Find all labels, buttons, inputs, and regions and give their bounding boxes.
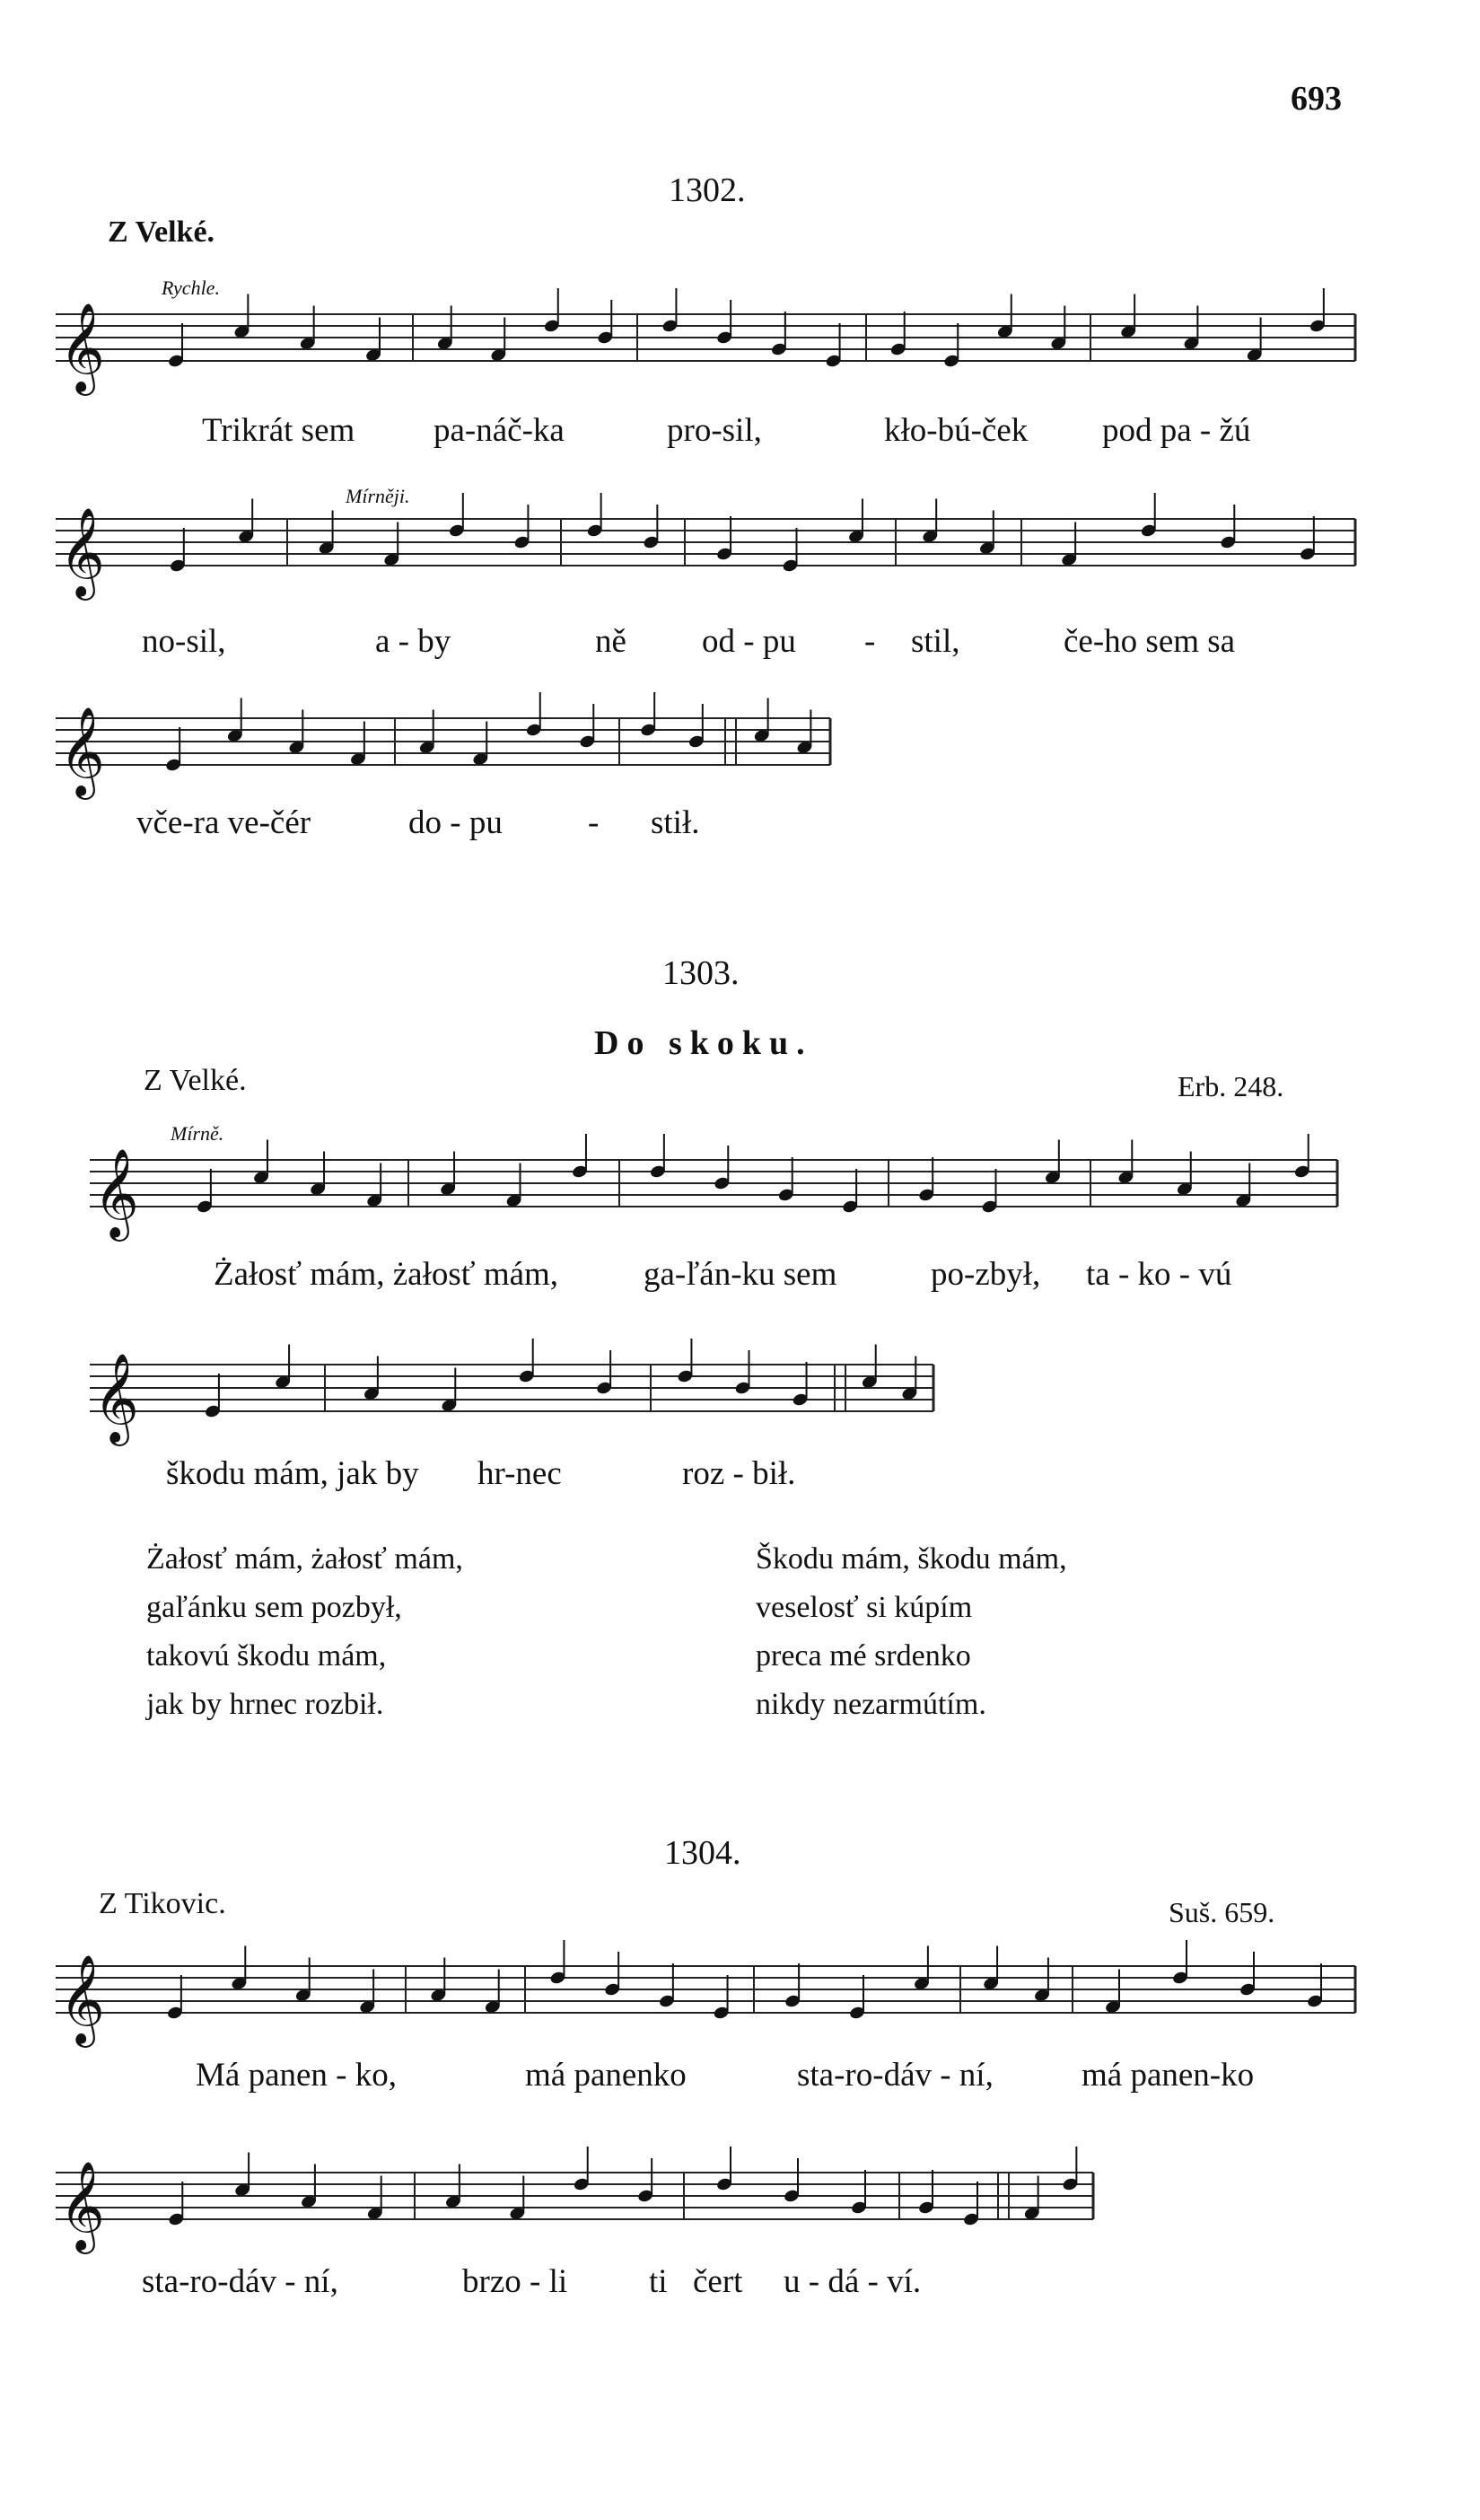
lyric-1302-1-2: pa-náč-ka: [433, 412, 565, 449]
lyric-1304-1-3: sta-ro-dáv - ní,: [797, 2057, 994, 2094]
lyric-1302-2-4: od - pu: [702, 623, 796, 660]
lyric-1302-2-6: stil,: [911, 623, 960, 660]
lyric-1304-2-5: u - dá - ví.: [784, 2263, 922, 2300]
stanza-line: Żałosť mám, żałosť mám,: [146, 1542, 463, 1576]
lyric-1302-1-1: Trikrát sem: [202, 412, 355, 449]
stanza-line: nikdy nezarmútím.: [756, 1688, 986, 1721]
lyric-1302-1-4: kło-bú-ček: [884, 412, 1029, 449]
lyric-1303-1-1: Żałosť mám, żałosť mám,: [214, 1256, 559, 1293]
song-number-1304: 1304.: [664, 1834, 741, 1872]
song-source-1304: Suš. 659.: [1169, 1896, 1275, 1928]
lyric-1303-2-3: roz - bił.: [682, 1455, 796, 1492]
lyric-1304-1-4: má panen-ko: [1082, 2057, 1255, 2094]
lyric-1302-2-2: a - by: [375, 623, 451, 660]
page-number: 693: [1291, 80, 1342, 118]
stanza-line: jak by hrnec rozbił.: [146, 1688, 384, 1721]
tempo-marking-1302: Rychle.: [162, 277, 220, 299]
lyric-1303-1-4: ta - ko - vú: [1086, 1256, 1232, 1293]
lyric-1304-2-2: brzo - li: [462, 2263, 568, 2300]
lyric-1302-1-3: pro-sil,: [667, 412, 762, 449]
tempo-change-1302: Mírněji.: [346, 485, 410, 507]
lyric-1304-2-3: ti: [649, 2263, 668, 2300]
lyric-1302-3-4: stił.: [651, 804, 700, 841]
lyric-1302-3-2: do - pu: [408, 804, 503, 841]
lyric-1302-2-3: ně: [595, 623, 626, 660]
tempo-marking-1303: Mírně.: [171, 1122, 224, 1145]
treble-clef-icon: 𝄞: [93, 1148, 139, 1238]
song-origin-1303: Z Velké.: [144, 1064, 247, 1097]
lyric-1304-2-4: čert: [693, 2263, 743, 2300]
lyric-1302-3-1: vče-ra ve-čér: [136, 804, 311, 841]
song-number-1302: 1302.: [669, 171, 746, 209]
stanza-line: preca mé srdenko: [756, 1639, 971, 1673]
treble-clef-icon: 𝄞: [59, 707, 105, 796]
stanza-line: Škodu mám, škodu mám,: [756, 1542, 1067, 1576]
lyric-1302-2-5: -: [864, 623, 876, 660]
treble-clef-icon: 𝄞: [93, 1353, 139, 1443]
treble-clef-icon: 𝄞: [59, 507, 105, 597]
treble-clef-icon: 𝄞: [59, 2161, 105, 2251]
lyric-1302-1-5: pod pa - žú: [1102, 412, 1251, 449]
lyric-1304-1-1: Má panen - ko,: [196, 2057, 397, 2094]
stanza-line: gaľánku sem pozbył,: [146, 1591, 402, 1624]
song-origin-1302: Z Velké.: [108, 215, 215, 249]
lyric-1303-2-1: škodu mám, jak by: [166, 1455, 419, 1492]
lyric-1303-1-2: ga-ľán-ku sem: [644, 1256, 837, 1293]
lyric-1304-1-2: má panenko: [525, 2057, 687, 2094]
lyric-1302-2-1: no-sil,: [142, 623, 226, 660]
lyric-1304-2-1: sta-ro-dáv - ní,: [142, 2263, 338, 2300]
stanza-line: veselosť si kúpím: [756, 1591, 973, 1624]
song-number-1303: 1303.: [662, 954, 740, 992]
stanza-line: takovú škodu mám,: [146, 1639, 387, 1673]
song-origin-1304: Z Tikovic.: [99, 1887, 226, 1920]
song-source-1303: Erb. 248.: [1178, 1070, 1284, 1102]
treble-clef-icon: 𝄞: [59, 303, 105, 392]
treble-clef-icon: 𝄞: [59, 1954, 105, 2044]
lyric-1302-3-3: -: [588, 804, 600, 841]
song-title-1303: Do skoku.: [594, 1024, 813, 1062]
lyric-1303-1-3: po-zbył,: [931, 1256, 1041, 1293]
lyric-1303-2-2: hr-nec: [477, 1455, 562, 1492]
lyric-1302-2-7: če-ho sem sa: [1064, 623, 1236, 660]
